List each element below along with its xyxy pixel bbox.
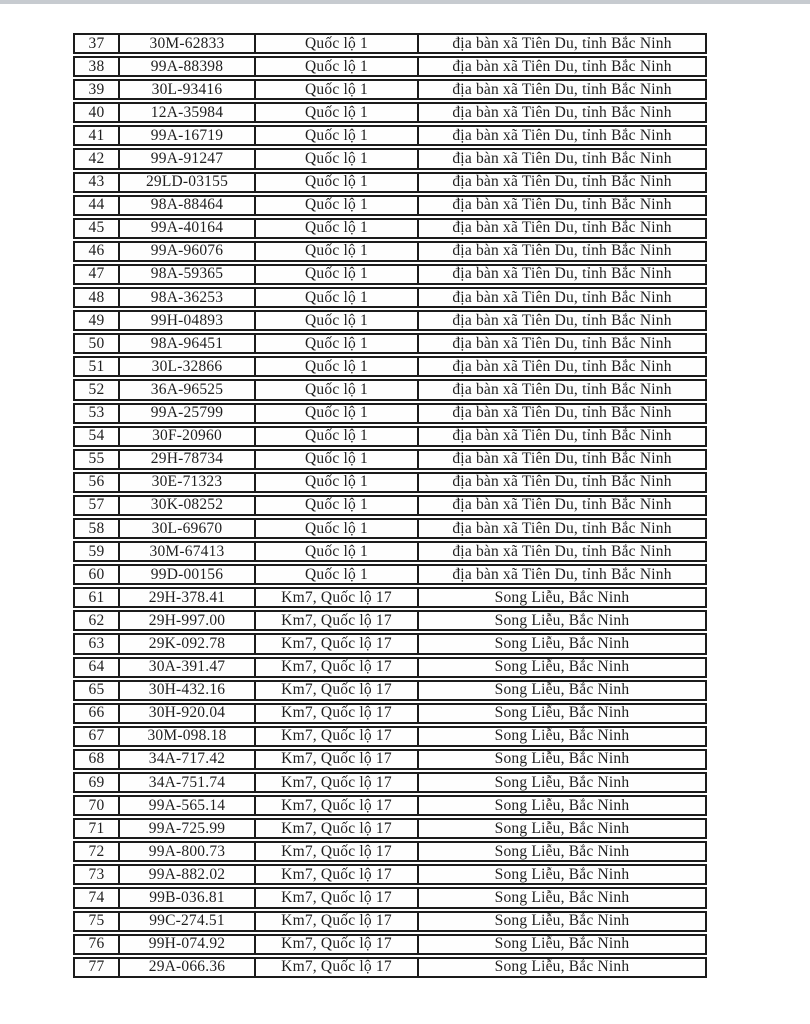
row-number-cell: 74 (75, 889, 120, 906)
location-cell: Song Liễu, Bắc Ninh (494, 889, 630, 907)
location-cell: địa bàn xã Tiên Du, tỉnh Bắc Ninh (452, 335, 672, 352)
road-cell: Km7, Quốc lộ 17 (256, 913, 419, 930)
road-cell: Quốc lộ 1 (256, 358, 419, 375)
road-cell: Quốc lộ 1 (256, 405, 419, 422)
table-row (73, 657, 707, 678)
road-cell: Quốc lộ 1 (256, 58, 419, 75)
location-cell: địa bàn xã Tiên Du, tỉnh Bắc Ninh (452, 150, 672, 168)
road-cell: Km7, Quốc lộ 17 (256, 635, 419, 652)
location-cell: địa bàn xã Tiên Du, tỉnh Bắc Ninh (452, 404, 672, 422)
table-row (73, 726, 707, 747)
row-number-cell: 52 (75, 381, 120, 398)
license-plate-cell: 30M-67413 (120, 543, 256, 560)
license-plate-cell: 98A-59365 (120, 266, 256, 283)
row-number-cell: 48 (75, 289, 120, 306)
location-cell: địa bàn xã Tiên Du, tỉnh Bắc Ninh (452, 289, 672, 306)
table-row (73, 379, 707, 400)
table-row (73, 33, 707, 54)
license-plate-cell: 30L-93416 (120, 81, 256, 98)
row-number-cell: 57 (75, 497, 120, 514)
location-cell: Song Liễu, Bắc Ninh (494, 750, 630, 768)
road-cell: Quốc lộ 1 (256, 566, 419, 583)
license-plate-cell: 99H-04893 (120, 312, 256, 329)
row-number-cell: 58 (75, 520, 120, 537)
location-cell: Song Liễu, Bắc Ninh (494, 958, 630, 976)
location-cell: địa bàn xã Tiên Du, tỉnh Bắc Ninh (452, 566, 672, 583)
table-row (73, 356, 707, 377)
table-row (73, 264, 707, 285)
table-row (73, 911, 707, 932)
row-number-cell: 73 (75, 866, 120, 883)
location-cell: Song Liễu, Bắc Ninh (494, 635, 630, 652)
license-plate-cell: 30F-20960 (120, 428, 256, 445)
road-cell: Km7, Quốc lộ 17 (256, 959, 419, 976)
location-cell: địa bàn xã Tiên Du, tỉnh Bắc Ninh (452, 519, 672, 537)
table-row (73, 887, 707, 908)
row-number-cell: 42 (75, 150, 120, 167)
road-cell: Quốc lộ 1 (256, 197, 419, 214)
road-cell: Km7, Quốc lộ 17 (256, 682, 419, 699)
location-cell: địa bàn xã Tiên Du, tỉnh Bắc Ninh (452, 35, 672, 52)
row-number-cell: 66 (75, 705, 120, 722)
table-row (73, 403, 707, 424)
license-plate-cell: 12A-35984 (120, 104, 256, 121)
license-plate-cell: 36A-96525 (120, 381, 256, 398)
location-cell: Song Liễu, Bắc Ninh (494, 866, 630, 883)
row-number-cell: 56 (75, 474, 120, 491)
location-cell: Song Liễu, Bắc Ninh (494, 935, 630, 953)
table-row (73, 287, 707, 308)
row-number-cell: 51 (75, 358, 120, 375)
license-plate-cell: 99A-565.14 (120, 797, 256, 814)
row-number-cell: 65 (75, 682, 120, 699)
location-cell: Song Liễu, Bắc Ninh (494, 681, 630, 699)
road-cell: Km7, Quốc lộ 17 (256, 612, 419, 629)
road-cell: Quốc lộ 1 (256, 381, 419, 398)
license-plate-cell: 29H-997.00 (120, 612, 256, 629)
location-cell: địa bàn xã Tiên Du, tỉnh Bắc Ninh (452, 543, 672, 560)
row-number-cell: 76 (75, 936, 120, 953)
row-number-cell: 59 (75, 543, 120, 560)
row-number-cell: 60 (75, 566, 120, 583)
row-number-cell: 71 (75, 820, 120, 837)
road-cell: Quốc lộ 1 (256, 220, 419, 237)
road-cell: Km7, Quốc lộ 17 (256, 797, 419, 814)
scan-edge-artifact (0, 0, 810, 4)
table-row (73, 587, 707, 608)
row-number-cell: 50 (75, 335, 120, 352)
license-plate-cell: 34A-717.42 (120, 751, 256, 768)
table-row (73, 195, 707, 216)
road-cell: Km7, Quốc lộ 17 (256, 866, 419, 883)
vehicle-list-table (73, 33, 707, 980)
table-row (73, 818, 707, 839)
location-cell: Song Liễu, Bắc Ninh (494, 658, 630, 676)
location-cell: địa bàn xã Tiên Du, tỉnh Bắc Ninh (452, 427, 672, 445)
row-number-cell: 70 (75, 797, 120, 814)
license-plate-cell: 30K-08252 (120, 497, 256, 514)
location-cell: địa bàn xã Tiên Du, tỉnh Bắc Ninh (452, 58, 672, 75)
table-row (73, 495, 707, 516)
row-number-cell: 46 (75, 243, 120, 260)
location-cell: Song Liễu, Bắc Ninh (494, 589, 630, 606)
location-cell: địa bàn xã Tiên Du, tỉnh Bắc Ninh (452, 127, 672, 144)
location-cell: địa bàn xã Tiên Du, tỉnh Bắc Ninh (452, 81, 672, 98)
table-row (73, 172, 707, 193)
license-plate-cell: 30H-920.04 (120, 705, 256, 722)
row-number-cell: 55 (75, 451, 120, 468)
table-row (73, 680, 707, 701)
license-plate-cell: 29K-092.78 (120, 635, 256, 652)
license-plate-cell: 98A-36253 (120, 289, 256, 306)
road-cell: Quốc lộ 1 (256, 243, 419, 260)
road-cell: Km7, Quốc lộ 17 (256, 659, 419, 676)
row-number-cell: 53 (75, 405, 120, 422)
road-cell: Quốc lộ 1 (256, 497, 419, 514)
license-plate-cell: 99A-25799 (120, 405, 256, 422)
license-plate-cell: 29A-066.36 (120, 959, 256, 976)
license-plate-cell: 99B-036.81 (120, 889, 256, 906)
road-cell: Quốc lộ 1 (256, 312, 419, 329)
location-cell: Song Liễu, Bắc Ninh (494, 704, 630, 722)
license-plate-cell: 29LD-03155 (120, 174, 256, 191)
row-number-cell: 41 (75, 127, 120, 144)
table-row (73, 957, 707, 978)
row-number-cell: 62 (75, 612, 120, 629)
location-cell: địa bàn xã Tiên Du, tỉnh Bắc Ninh (452, 196, 672, 214)
road-cell: Quốc lộ 1 (256, 289, 419, 306)
row-number-cell: 67 (75, 728, 120, 745)
table-row (73, 102, 707, 123)
road-cell: Quốc lộ 1 (256, 520, 419, 537)
license-plate-cell: 99A-88398 (120, 58, 256, 75)
table-row (73, 841, 707, 862)
table-row (73, 610, 707, 631)
location-cell: địa bàn xã Tiên Du, tỉnh Bắc Ninh (452, 312, 672, 329)
road-cell: Quốc lộ 1 (256, 451, 419, 468)
table-row (73, 564, 707, 585)
location-cell: địa bàn xã Tiên Du, tỉnh Bắc Ninh (452, 242, 672, 260)
row-number-cell: 63 (75, 635, 120, 652)
road-cell: Quốc lộ 1 (256, 104, 419, 121)
row-number-cell: 43 (75, 174, 120, 191)
license-plate-cell: 99A-40164 (120, 220, 256, 237)
road-cell: Km7, Quốc lộ 17 (256, 589, 419, 606)
table-row (73, 472, 707, 493)
road-cell: Quốc lộ 1 (256, 174, 419, 191)
road-cell: Quốc lộ 1 (256, 127, 419, 144)
license-plate-cell: 30E-71323 (120, 474, 256, 491)
road-cell: Quốc lộ 1 (256, 35, 419, 52)
road-cell: Km7, Quốc lộ 17 (256, 728, 419, 745)
location-cell: Song Liễu, Bắc Ninh (494, 912, 630, 930)
license-plate-cell: 98A-96451 (120, 335, 256, 352)
location-cell: Song Liễu, Bắc Ninh (494, 727, 630, 745)
table-row (73, 772, 707, 793)
row-number-cell: 38 (75, 58, 120, 75)
table-row (73, 79, 707, 100)
table-row (73, 218, 707, 239)
row-number-cell: 72 (75, 843, 120, 860)
location-cell: Song Liễu, Bắc Ninh (494, 612, 630, 629)
road-cell: Km7, Quốc lộ 17 (256, 936, 419, 953)
row-number-cell: 77 (75, 959, 120, 976)
road-cell: Quốc lộ 1 (256, 81, 419, 98)
table-row (73, 310, 707, 331)
road-cell: Km7, Quốc lộ 17 (256, 705, 419, 722)
license-plate-cell: 99H-074.92 (120, 936, 256, 953)
row-number-cell: 49 (75, 312, 120, 329)
location-cell: địa bàn xã Tiên Du, tỉnh Bắc Ninh (452, 104, 672, 121)
road-cell: Km7, Quốc lộ 17 (256, 751, 419, 768)
table-row (73, 518, 707, 539)
road-cell: Quốc lộ 1 (256, 474, 419, 491)
license-plate-cell: 29H-78734 (120, 451, 256, 468)
license-plate-cell: 30M-098.18 (120, 728, 256, 745)
location-cell: địa bàn xã Tiên Du, tỉnh Bắc Ninh (452, 473, 672, 491)
license-plate-cell: 98A-88464 (120, 197, 256, 214)
license-plate-cell: 99A-882.02 (120, 866, 256, 883)
row-number-cell: 54 (75, 428, 120, 445)
road-cell: Km7, Quốc lộ 17 (256, 843, 419, 860)
table-row (73, 241, 707, 262)
license-plate-cell: 30L-32866 (120, 358, 256, 375)
location-cell: địa bàn xã Tiên Du, tỉnh Bắc Ninh (452, 496, 672, 514)
location-cell: địa bàn xã Tiên Du, tỉnh Bắc Ninh (452, 265, 672, 283)
row-number-cell: 37 (75, 35, 120, 52)
table-row (73, 749, 707, 770)
location-cell: địa bàn xã Tiên Du, tỉnh Bắc Ninh (452, 358, 672, 375)
row-number-cell: 75 (75, 913, 120, 930)
location-cell: địa bàn xã Tiên Du, tỉnh Bắc Ninh (452, 219, 672, 237)
location-cell: Song Liễu, Bắc Ninh (494, 797, 630, 814)
location-cell: Song Liễu, Bắc Ninh (494, 843, 630, 860)
license-plate-cell: 99A-91247 (120, 150, 256, 167)
table-row (73, 633, 707, 654)
row-number-cell: 61 (75, 589, 120, 606)
license-plate-cell: 99D-00156 (120, 566, 256, 583)
license-plate-cell: 34A-751.74 (120, 774, 256, 791)
road-cell: Km7, Quốc lộ 17 (256, 774, 419, 791)
table-row (73, 541, 707, 562)
table-row (73, 125, 707, 146)
table-row (73, 449, 707, 470)
row-number-cell: 64 (75, 659, 120, 676)
license-plate-cell: 99C-274.51 (120, 913, 256, 930)
license-plate-cell: 30A-391.47 (120, 659, 256, 676)
row-number-cell: 69 (75, 774, 120, 791)
road-cell: Quốc lộ 1 (256, 428, 419, 445)
row-number-cell: 44 (75, 197, 120, 214)
location-cell: địa bàn xã Tiên Du, tỉnh Bắc Ninh (452, 173, 672, 191)
road-cell: Km7, Quốc lộ 17 (256, 889, 419, 906)
license-plate-cell: 29H-378.41 (120, 589, 256, 606)
table-row (73, 795, 707, 816)
table-row (73, 703, 707, 724)
license-plate-cell: 30H-432.16 (120, 682, 256, 699)
row-number-cell: 39 (75, 81, 120, 98)
row-number-cell: 68 (75, 751, 120, 768)
road-cell: Km7, Quốc lộ 17 (256, 820, 419, 837)
row-number-cell: 47 (75, 266, 120, 283)
road-cell: Quốc lộ 1 (256, 150, 419, 167)
location-cell: địa bàn xã Tiên Du, tỉnh Bắc Ninh (452, 450, 672, 468)
table-row (73, 864, 707, 885)
road-cell: Quốc lộ 1 (256, 266, 419, 283)
road-cell: Quốc lộ 1 (256, 543, 419, 560)
road-cell: Quốc lộ 1 (256, 335, 419, 352)
location-cell: địa bàn xã Tiên Du, tỉnh Bắc Ninh (452, 381, 672, 398)
row-number-cell: 45 (75, 220, 120, 237)
license-plate-cell: 99A-725.99 (120, 820, 256, 837)
table-row (73, 56, 707, 77)
license-plate-cell: 99A-96076 (120, 243, 256, 260)
table-row (73, 426, 707, 447)
table-row (73, 148, 707, 169)
table-row (73, 934, 707, 955)
license-plate-cell: 30M-62833 (120, 35, 256, 52)
row-number-cell: 40 (75, 104, 120, 121)
license-plate-cell: 99A-800.73 (120, 843, 256, 860)
location-cell: Song Liễu, Bắc Ninh (494, 774, 630, 791)
location-cell: Song Liễu, Bắc Ninh (494, 820, 630, 837)
table-row (73, 333, 707, 354)
license-plate-cell: 30L-69670 (120, 520, 256, 537)
license-plate-cell: 99A-16719 (120, 127, 256, 144)
